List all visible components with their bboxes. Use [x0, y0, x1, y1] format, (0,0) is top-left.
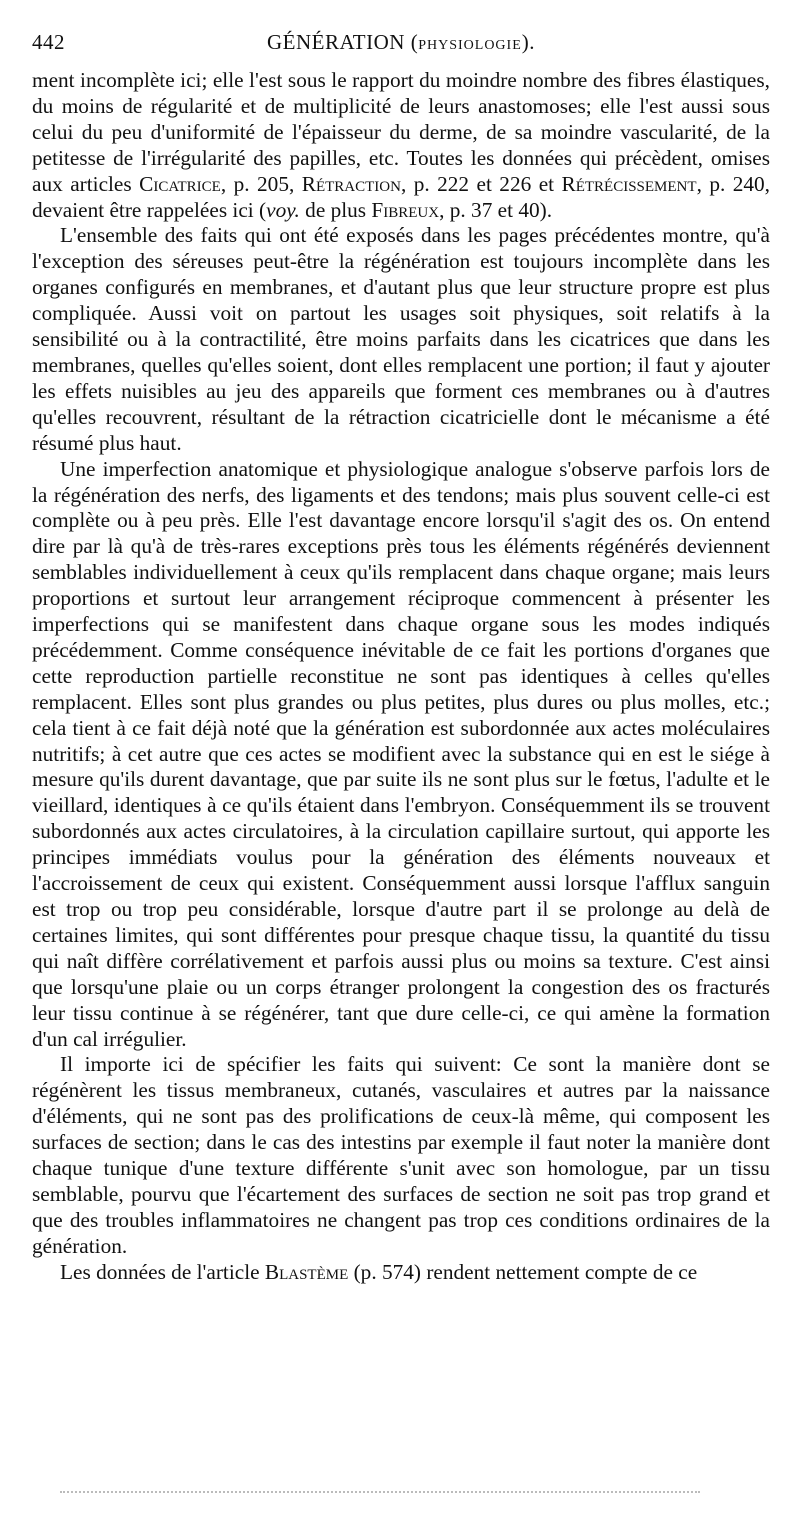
- running-title-open: (: [404, 30, 419, 54]
- cross-reference-blasteme: Blastème: [264, 1259, 349, 1284]
- cross-reference-fibreux: Fibreux: [371, 197, 440, 222]
- paragraph-5-text-2: (p. 574) rendent nettement compte de ce: [348, 1259, 698, 1284]
- cross-reference-cicatrice: Cicatrice: [139, 171, 221, 196]
- running-title: [32, 30, 770, 55]
- cross-reference-retrecissement: Rétrécissement: [561, 171, 697, 196]
- paragraph-1-text-4: , p. 240, devaient être rappelées ici (: [32, 171, 771, 222]
- running-title-close: ).: [521, 30, 536, 54]
- page-number: 442: [32, 30, 65, 54]
- page-footer-bleedthrough: [60, 1491, 700, 1495]
- paragraph-1-text: ment incomplète ici; elle l'est sous le rapport du moindre nombre des fibres élastiques, du moins de régularité et de multiplicité de leurs anastomoses; elle l'est aussi sous celui du peu d'uniformité de l'épaisseur du derme, de sa moindre vascularité, de la petitesse de l'irrégularité des papilles, etc. Toutes les données qui précèdent, omises aux articles: [32, 68, 770, 196]
- running-title-sub: PHYSIOLOGIE: [418, 38, 522, 53]
- running-title-main: GÉNÉRATION: [266, 30, 405, 54]
- paragraph-1-text-6: , p. 37 et 40).: [439, 197, 553, 222]
- paragraph-1-text-5: de plus: [299, 197, 372, 222]
- paragraph-5-text: Les données de l'article: [60, 1259, 265, 1284]
- cross-reference-retraction: Rétraction: [301, 171, 401, 196]
- paragraph-2: L'ensemble des faits qui ont été exposés dans les pages précédentes montre, qu'à l'exception des séreuses peut-être la régénération est toujours incomplète dans les organes configurés en membranes, et d'autant plus que leur structure propre est plus compliquée. Aussi voit on partout les usages soit physiques, soit relatifs à la sensibilité ou à la contractilité, être moins parfaits dans les cicatrices que dans les membranes, quelles qu'elles soient, dont elles remplacent une portion; il faut y ajouter les effets nuisibles au jeu des appareils que forment ces membranes ou à d'autres qu'elles recouvrent, résultant de la rétraction cicatricielle dont le mécanisme a été résumé plus haut.: [32, 223, 770, 455]
- voy-abbreviation: voy.: [266, 197, 300, 222]
- paragraph-1-text-3: , p. 222 et 226 et: [400, 171, 562, 196]
- page-header: [32, 30, 770, 60]
- paragraph-4: Il importe ici de spécifier les faits qui suivent: Ce sont la manière dont se régénèrent les tissus membraneux, cutanés, vasculaires et autres par la naissance d'éléments, qui ne sont pas des prolifications de ceux-là même, qui composent les surfaces de section; dans le cas des intestins par exemple il faut noter la manière dont chaque tunique d'une texture différente s'unit avec son homologue, par un tissu semblable, pourvu que l'écartement des surfaces de section ne soit pas trop grand et que des troubles inflammatoires ne changent pas trop ces conditions ordinaires de la génération.: [32, 1052, 770, 1258]
- paragraph-1: [32, 68, 770, 223]
- paragraph-3: Une imperfection anatomique et physiologique analogue s'observe parfois lors de la régénération des nerfs, des ligaments et des tendons; mais plus souvent celle-ci est complète ou à peu près. Elle l'est davantage encore lorsqu'il s'agit des os. On entend dire par là qu'à de très-rares exceptions près tous les éléments régénérés deviennent semblables individuellement à ceux qu'ils remplacent dans chaque organe; mais leurs proportions et surtout leur arrangement réciproque commencent à présenter les imperfections qui se manifestent dans chaque organe sous les modes indiqués précédemment. Comme conséquence inévitable de ce fait les portions d'organes que cette reproduction partielle reconstitue ne sont pas identiques à celles qu'elles remplacent. Elles sont plus grandes ou plus petites, plus dures ou plus molles, etc.; cela tient à ce fait déjà noté que la génération est subordonnée aux actes moléculaires nutritifs; à cet autre que ces actes se modifient avec la substance qui en est le siége à mesure qu'ils durent davantage, que par suite ils ne sont plus sur le fœtus, l'adulte et le vieillard, identiques à ce qu'ils étaient dans l'embryon. Conséquemment ils se trouvent subordonnés aux actes circulatoires, à la circulation capillaire surtout, qui apporte les principes immédiats voulus pour la génération des éléments nouveaux et l'accroissement de ceux qui existent. Conséquemment aussi lorsque l'afflux sanguin est trop ou trop peu considérable, lorsque d'autre part il se prolonge au delà de certaines limites, qui sont différentes pour presque chaque tissu, la quantité du tissu qui naît diffère corrélativement et parfois aussi plus ou moins sa texture. C'est ainsi que lorsqu'une plaie ou un corps étranger prolongent la congestion des os fracturés leur tissu continue à se régénérer, tant que dure celle-ci, ce qui amène la formation d'un cal irrégulier.: [32, 456, 770, 1051]
- paragraph-1-text-2: , p. 205,: [220, 171, 302, 196]
- paragraph-5: [32, 1260, 770, 1286]
- body-text: [32, 68, 770, 1286]
